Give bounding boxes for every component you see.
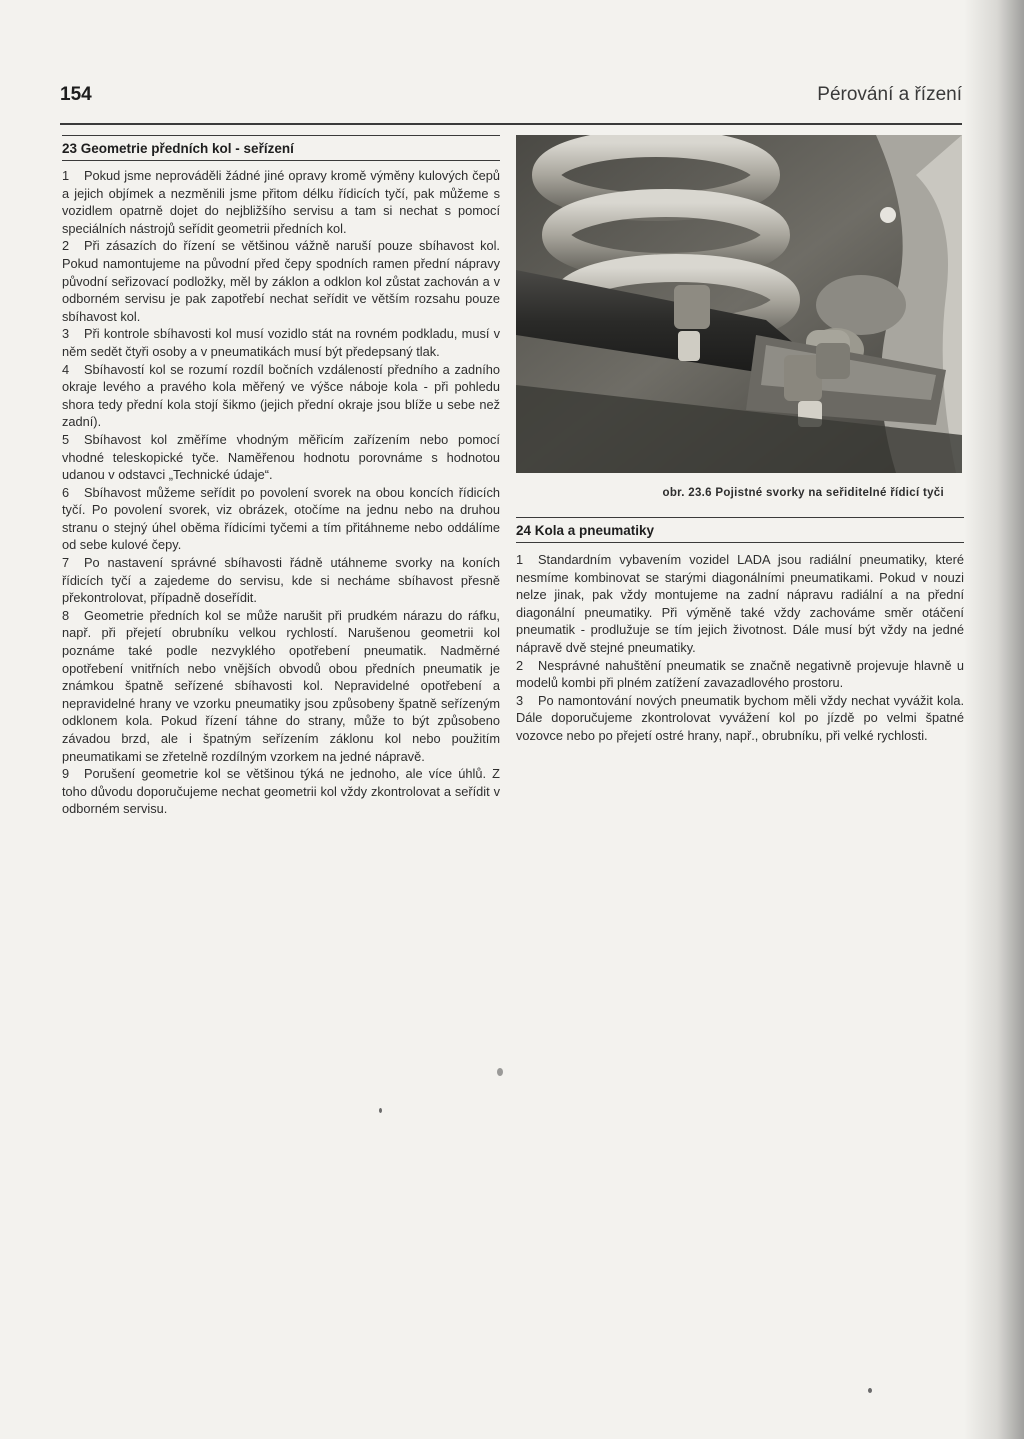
paragraph-text: Nesprávné nahuštění pneumatik se značně negativně projevuje hlavně u modelů kombi při plném zatížení zavazadlového prostoru.	[516, 657, 964, 691]
paragraph-text: Při zásazích do řízení se většinou vážně naruší pouze sbíhavost kol. Pokud namontujeme na původní před čepy spodních ramen přední nápravy původní seřizovací podložky, měl by záklon a odklon kol zůstat zachován a v odborném servisu je pak zapotřebí nechat seřídit ve větším rozsahu pouze sbíhavost kol.	[62, 238, 500, 324]
paragraph-text: Při kontrole sbíhavosti kol musí vozidlo stát na rovném podkladu, musí v něm sedět čtyři osoby a v pneumatikách musí být předepsaný tlak.	[62, 326, 500, 359]
right-column	[516, 131, 964, 745]
paragraph-number: 3	[516, 692, 524, 708]
paragraph-number: 5	[62, 431, 70, 447]
paragraph	[62, 361, 500, 431]
paragraph	[62, 554, 500, 607]
page-edge-shadow	[964, 0, 1024, 1439]
paragraph-number: 9	[62, 766, 70, 782]
figure-photo	[516, 135, 962, 473]
paragraph-number: 4	[62, 361, 70, 377]
paragraph-number: 7	[62, 555, 70, 571]
paragraph	[62, 237, 500, 325]
paragraph-number: 6	[62, 484, 70, 500]
paragraph	[62, 765, 500, 818]
page-number: 154	[60, 84, 92, 105]
paragraph	[516, 657, 964, 692]
scan-speck	[497, 1068, 503, 1076]
paragraph-text: Pokud jsme neprováděli žádné jiné opravy kromě výměny kulových čepů a jejich objímek a nezměnili jsme přitom délku řídicích tyčí, pak můžeme s vozidlem opatrně dojet do nejbližšího servisu a tam si nechat s pomocí speciálních nástrojů seřídit geometrii předních kol.	[62, 168, 500, 236]
paragraph-text: Standardním vybavením vozidel LADA jsou radiální pneumatiky, které nesmíme kombinovat se starými diagonálními pneumatikami. Pokud v nouzi nelze jinak, pak vždy montujeme na zadní nápravu radiální a na přední diagonální pneumatiky. Při výměně také vždy zachováme směr otáčení pneumatik - prodlužuje se tím jejich životnost. Dále musí být vždy na jedné nápravě dvě stejné pneumatiky.	[516, 552, 964, 655]
header-rule	[60, 123, 962, 125]
suspension-photo-illustration	[516, 135, 962, 473]
paragraph-text: Geometrie předních kol se může narušit při prudkém nárazu do ráfku, např. při přejetí obrubníku velkou rychlostí. Narušenou geometrii kol poznáme také podle nezvyklého opotřebení pneumatik. Nadměrné opotřebení vnitřních nebo vnějších obvodů obou předních pneumatik je známkou špatně seřízené sbíhavosti kol. Nepravidelné opotřebení a nepravidelné hrany ve vzorku pneumatiky jsou způsobeny špatně seřízeným odklonem kola. Pokud řízení táhne do strany, může to být způsobeno závadou brzd, ale i špatným seřízením záklonu kol nebo použitím pneumatikami se zřetelně rozdílným vzorkem na jedné nápravě.	[62, 607, 500, 764]
paragraph-text: Sbíhavost kol změříme vhodným měřicím zařízením nebo pomocí vhodné teleskopické tyče. Naměřenou hodnotu porovnáme s hodnotou udanou v odstavci „Technické údaje“.	[62, 431, 500, 483]
paragraph-number: 2	[516, 657, 524, 673]
paragraph-text: Po nastavení správné sbíhavosti řádně utáhneme svorky na koních řídicích tyčí a zajedeme do servisu, kde si necháme sbíhavost přesně překontrolovat, případně doseřídit.	[62, 555, 500, 606]
paragraph-number: 1	[516, 552, 524, 567]
paragraph	[62, 167, 500, 237]
scan-speck	[868, 1388, 872, 1393]
paragraph	[516, 692, 964, 745]
paragraph	[62, 431, 500, 484]
paragraph	[516, 551, 964, 657]
section-24-title: 24 Kola a pneumatiky	[516, 517, 964, 543]
paragraph-number: 8	[62, 607, 70, 623]
paragraph-text: Sbíhavostí kol se rozumí rozdíl bočních vzdáleností předního a zadního okraje levého a pravého kola měřený ve výšce náboje kola - při pohledu shora tedy přední kola stojí šikmo (jejich přední okraje jsou blíže u sebe než zadní).	[62, 361, 500, 430]
paragraph-text: Sbíhavost můžeme seřídit po povolení svorek na obou koncích řídicích tyčí. Po povolení svorek, viz obrázek, otočíme na jednu nebo na druhou stranu o stejný úhel oběma řídicími tyčemi a tím přitáhneme nebo oddálíme od sebe kulové čepy.	[62, 484, 500, 553]
section-23-title: 23 Geometrie předních kol - seřízení	[62, 135, 500, 161]
paragraph	[62, 325, 500, 360]
running-title: Pérování a řízení	[817, 84, 962, 105]
figure-caption: obr. 23.6 Pojistné svorky na seřiditelné řídicí tyči	[662, 487, 944, 499]
paragraph-text: Porušení geometrie kol se většinou týká ne jednoho, ale více úhlů. Z toho důvodu doporučujeme nechat geometrii kol vždy zkontrolovat a seřídit v odborném servisu.	[62, 766, 500, 817]
paragraph-number: 2	[62, 238, 70, 254]
paragraph	[62, 484, 500, 554]
left-column	[62, 131, 500, 818]
paragraph	[62, 607, 500, 765]
scan-speck	[379, 1108, 382, 1113]
paragraph-number: 3	[62, 326, 70, 342]
paragraph-number: 1	[62, 168, 70, 183]
paragraph-text: Po namontování nových pneumatik bychom měli vždy nechat vyvážit kola. Dále doporučujeme zkontrolovat vyvážení kol po jízdě po velmi špatné vozovce nebo po přejetí ostré hrany, např., obrubníku, při velké rychlosti.	[516, 692, 964, 743]
